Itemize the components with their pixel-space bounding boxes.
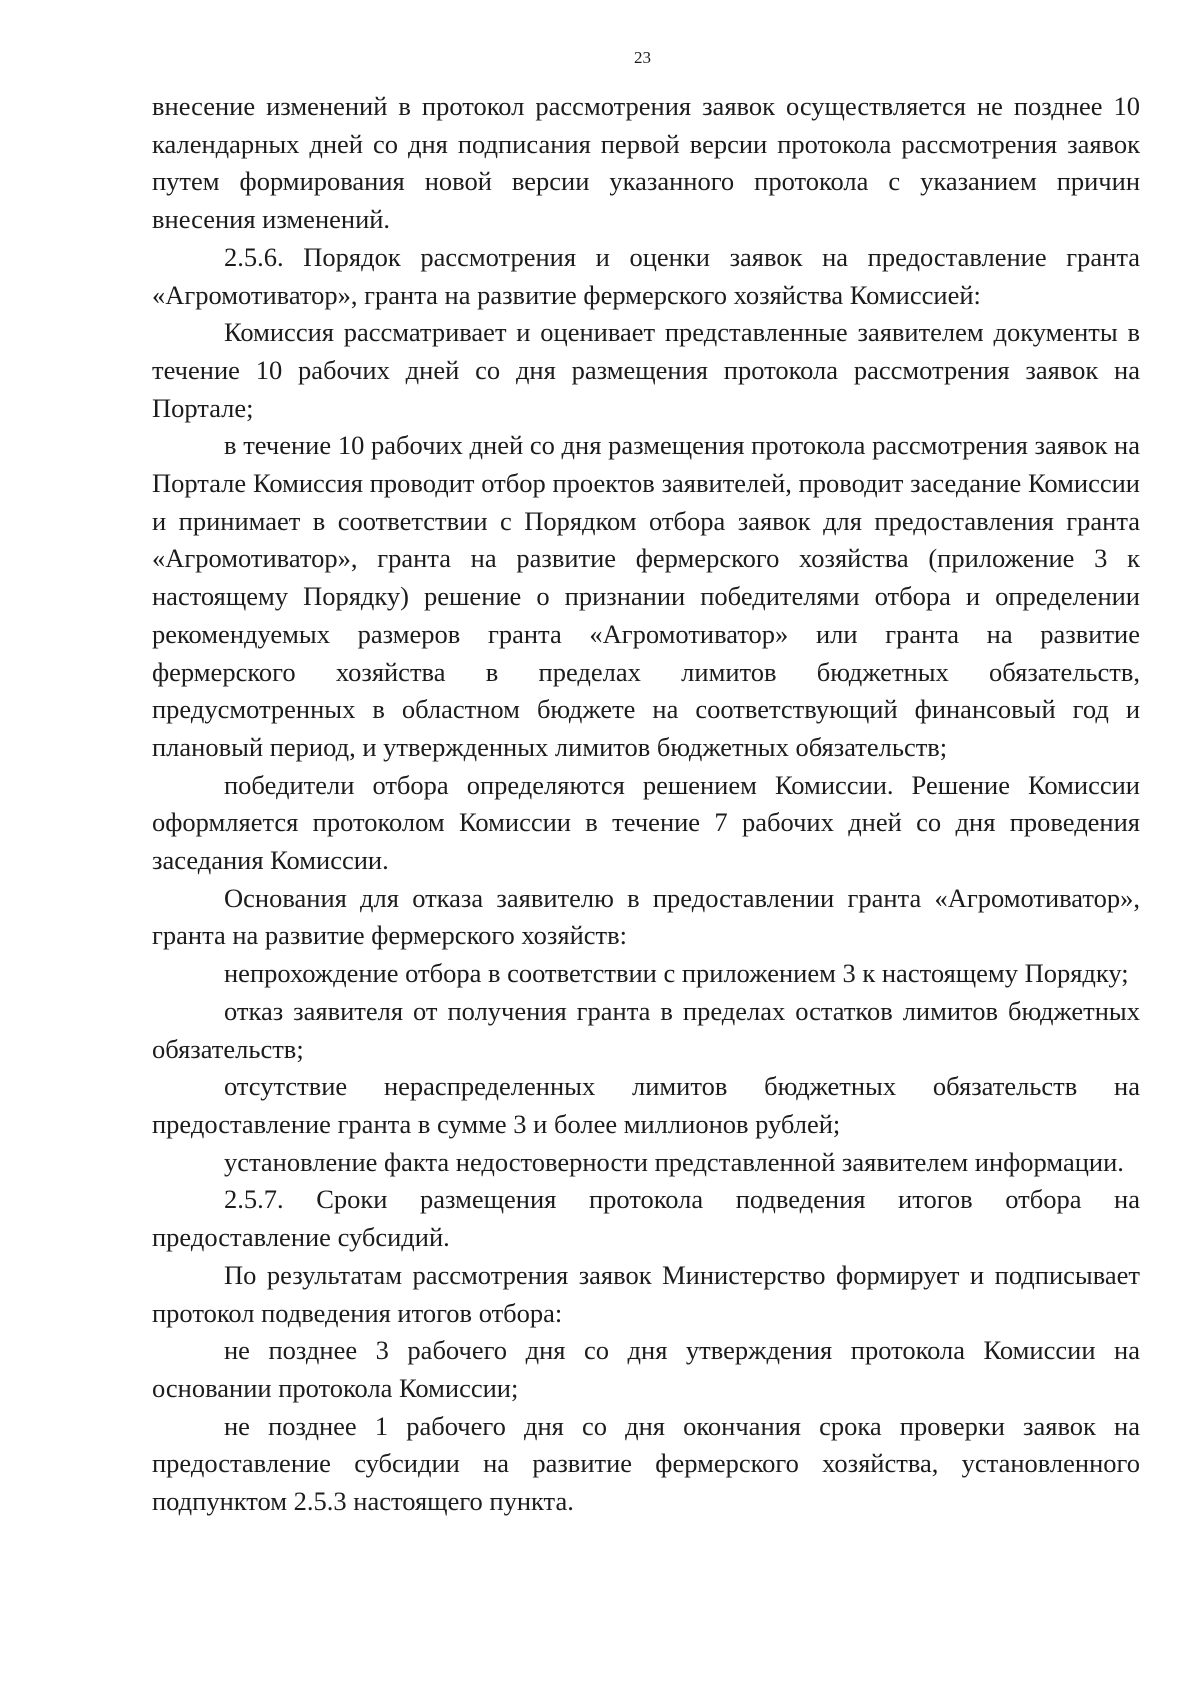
- list-item: не позднее 3 рабочего дня со дня утверждения протокола Комиссии на основании протокола Комиссии;: [152, 1335, 1140, 1403]
- list-item: непрохождение отбора в соответствии с приложением 3 к настоящему Порядку;: [224, 958, 1129, 989]
- section-heading-2-5-7: 2.5.7. Сроки размещения протокола подведения итогов отбора на предоставление субсидий.: [152, 1184, 1140, 1253]
- paragraph: По результатам рассмотрения заявок Министерство формирует и подписывает протокол подведения итогов отбора:: [152, 1259, 1140, 1328]
- section-heading-2-5-6: 2.5.6. Порядок рассмотрения и оценки заявок на предоставление гранта «Агромотиватор», гранта на развитие фермерского хозяйства Комиссией:: [152, 241, 1140, 310]
- paragraph: в течение 10 рабочих дней со дня размещения протокола рассмотрения заявок на Портале Комиссия проводит отбор проектов заявителей, проводит заседание Комиссии и принимает в соответствии с Порядком отбора заявок для предоставления гранта «Агромотиватор», гранта на развитие фермерского хозяйства (приложение 3 к настоящему Порядку) решение о признании победителями отбора и определении рекомендуемых размеров гранта «Агромотиватор» или гранта на развитие фермерского хозяйства в пределах лимитов бюджетных обязательств, предусмотренных в областном бюджете на соответствующий финансовый год и плановый период, и утвержденных лимитов бюджетных обязательств;: [152, 430, 1140, 762]
- list-item: не позднее 1 рабочего дня со дня окончания срока проверки заявок на предоставление субсидии на развитие фермерского хозяйства, установленного подпунктом 2.5.3 настоящего пункта.: [152, 1410, 1140, 1517]
- list-item: установление факта недостоверности представленной заявителем информации.: [224, 1146, 1124, 1177]
- paragraph: Комиссия рассматривает и оценивает представленные заявителем документы в течение 10 рабочих дней со дня размещения протокола рассмотрения заявок на Портале;: [152, 317, 1140, 423]
- list-item: отсутствие нераспределенных лимитов бюджетных обязательств на предоставление гранта в сумме 3 и более миллионов рублей;: [152, 1071, 1140, 1139]
- paragraph-continuation: внесение изменений в протокол рассмотрения заявок осуществляется не позднее 10 календарных дней со дня подписания первой версии протокола рассмотрения заявок путем формирования новой версии указанного протокола с указанием причин внесения изменений.: [152, 91, 1140, 235]
- page-number: 23: [634, 48, 651, 67]
- paragraph: Основания для отказа заявителю в предоставлении гранта «Агромотиватор», гранта на развитие фермерского хозяйств:: [152, 882, 1140, 951]
- document-body: [152, 88, 1140, 1521]
- list-item: отказ заявителя от получения гранта в пределах остатков лимитов бюджетных обязательств;: [152, 995, 1140, 1064]
- paragraph: победители отбора определяются решением Комиссии. Решение Комиссии оформляется протоколом Комиссии в течение 7 рабочих дней со дня проведения заседания Комиссии.: [152, 769, 1140, 876]
